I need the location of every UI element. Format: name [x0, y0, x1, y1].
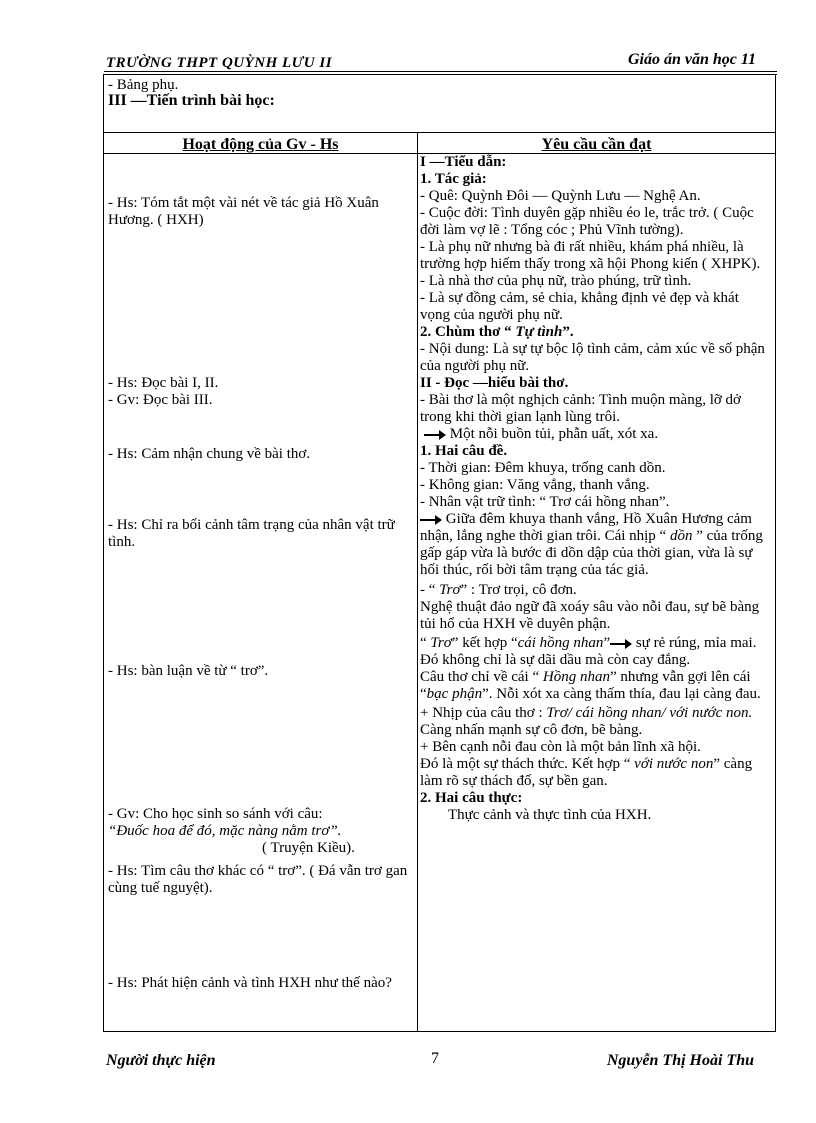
content-line: - Nội dung: Là sự tự bộc lộ tình cảm, cảm xúc về số phận của người phụ nữ. [420, 341, 765, 374]
content-line: - Bài thơ là một nghịch cảnh: Tình muộn màng, lỡ dở trong khi thời gian lạnh lùng trôi. [420, 392, 741, 425]
top-cell [108, 77, 275, 109]
subsection-real: 2. Hai câu thực: [420, 790, 523, 806]
left-column-header: Hoạt động của Gv - Hs [182, 136, 339, 153]
content-line: - Nhân vật trữ tình: “ Trơ cái hồng nhan”. [420, 494, 670, 510]
header-subject: Giáo án văn học 11 [627, 51, 756, 68]
content-line: - Là nhà thơ của phụ nữ, trào phúng, trữ tình. [420, 273, 692, 289]
materials-line: - Bảng phụ. [108, 77, 179, 93]
left-item: - Hs: Chỉ ra bối cảnh tâm trạng của nhân vật trữ tình. [108, 517, 395, 550]
arrow-icon [424, 430, 446, 440]
section-intro: I —Tiểu dẫn: [420, 154, 507, 170]
content-line: + Nhịp của câu thơ : Trơ/ cái hồng nhan/ với nước non. Càng nhấn mạnh sự cô đơn, bẽ bàng. [420, 705, 753, 738]
content-line: Thực cảnh và thực tình của HXH. [448, 807, 652, 823]
left-item-source: ( Truyện Kiều). [262, 840, 355, 856]
left-item: - Hs: Đọc bài I, II. [108, 375, 219, 391]
content-line: - Thời gian: Đêm khuya, trống canh dồn. [420, 460, 666, 476]
content-line: - “ Trơ” : Trơ trọi, cô đơn. [420, 582, 577, 598]
section-heading: III —Tiến trình bài học: [108, 92, 275, 109]
content-line-arrow: Giữa đêm khuya thanh vắng, Hồ Xuân Hương cảm nhận, lắng nghe thời gian trôi. Cái nhịp “ dồn ” của trống gấp gáp vừa là bước đi dồn dập của thời gian, vừa là sự hối thúc, rối bời tâm trạng của tác giả. [420, 511, 763, 578]
footer-author-label: Người thực hiện [106, 1052, 216, 1069]
content-line: - Quê: Quỳnh Đôi — Quỳnh Lưu — Nghệ An. [420, 188, 701, 204]
left-item: - Hs: Phát hiện cảnh và tình HXH như thế nào? [108, 975, 392, 991]
left-item: - Gv: Cho học sinh so sánh với câu: [108, 806, 323, 822]
column-divider [417, 133, 418, 1032]
document-frame [103, 74, 776, 1032]
header-rule [104, 71, 777, 72]
content-line: Câu thơ chỉ về cái “ Hồng nhan” nhưng vẫn gợi lên cái “bạc phận”. Nỗi xót xa càng thấm thía, đau lại càng đau. [420, 669, 761, 702]
right-column-content [420, 154, 770, 824]
footer-author-name: Nguyễn Thị Hoài Thu [606, 1052, 754, 1069]
left-item: - Hs: Tóm tắt một vài nét về tác giả Hồ Xuân Hương. ( HXH) [108, 195, 379, 228]
content-line: “ Trơ” kết hợp “cái hồng nhan” sự rẻ rúng, mỉa mai. Đó không chỉ là sự dãi dầu mà còn cay đắng. [420, 635, 757, 668]
arrow-icon [610, 639, 632, 649]
content-line: - Là sự đồng cảm, sẻ chia, khẳng định vẻ đẹp và khát vọng của người phụ nữ. [420, 290, 739, 323]
left-item: - Hs: bàn luận về từ “ trơ”. [108, 663, 269, 679]
subsection-poems: 2. Chùm thơ “ Tự tình”. [420, 324, 574, 340]
header-school: TRƯỜNG THPT QUỲNH LƯU II [106, 55, 333, 71]
left-item: - Hs: Cảm nhận chung về bài thơ. [108, 446, 311, 462]
subsection-author: 1. Tác giả: [420, 171, 487, 187]
left-item-quote: “Đuốc hoa để đó, mặc nàng nằm trơ”. [108, 823, 342, 839]
right-column-header: Yêu cầu cần đạt [541, 136, 652, 153]
subsection-opening: 1. Hai câu đề. [420, 443, 508, 459]
arrow-icon [420, 515, 442, 525]
left-item: - Hs: Tìm câu thơ khác có “ trơ”. ( Đá vẫn trơ gan cùng tuế nguyệt). [108, 863, 408, 896]
left-item: - Gv: Đọc bài III. [108, 392, 213, 408]
lesson-table [104, 132, 775, 1032]
content-line: - Không gian: Văng vẳng, thanh vắng. [420, 477, 650, 493]
content-line: - Cuộc đời: Tình duyên gặp nhiều éo le, trắc trở. ( Cuộc đời làm vợ lẽ : Tổng cóc ; Phủ Vĩnh tường). [420, 205, 754, 238]
content-line: Đó là một sự thách thức. Kết hợp “ với nước non” càng làm rõ sự thách đố, sự bền gan. [420, 756, 753, 789]
content-line: Nghệ thuật đảo ngữ đã xoáy sâu vào nỗi đau, sự bẽ bàng tủi hổ của HXH về duyên phận. [420, 599, 760, 632]
content-line: + Bên cạnh nỗi đau còn là một bản lĩnh xã hội. [420, 739, 701, 755]
content-line: - Là phụ nữ nhưng bà đi rất nhiều, khám phá nhiều, là trường hợp hiếm thấy trong xã hội Phong kiến ( XHPK). [420, 239, 761, 272]
content-line-arrow: Một nỗi buồn tủi, phẫn uất, xót xa. [420, 426, 770, 443]
section-reading: II - Đọc —hiểu bài thơ. [420, 375, 569, 391]
page-number: 7 [431, 1050, 439, 1067]
